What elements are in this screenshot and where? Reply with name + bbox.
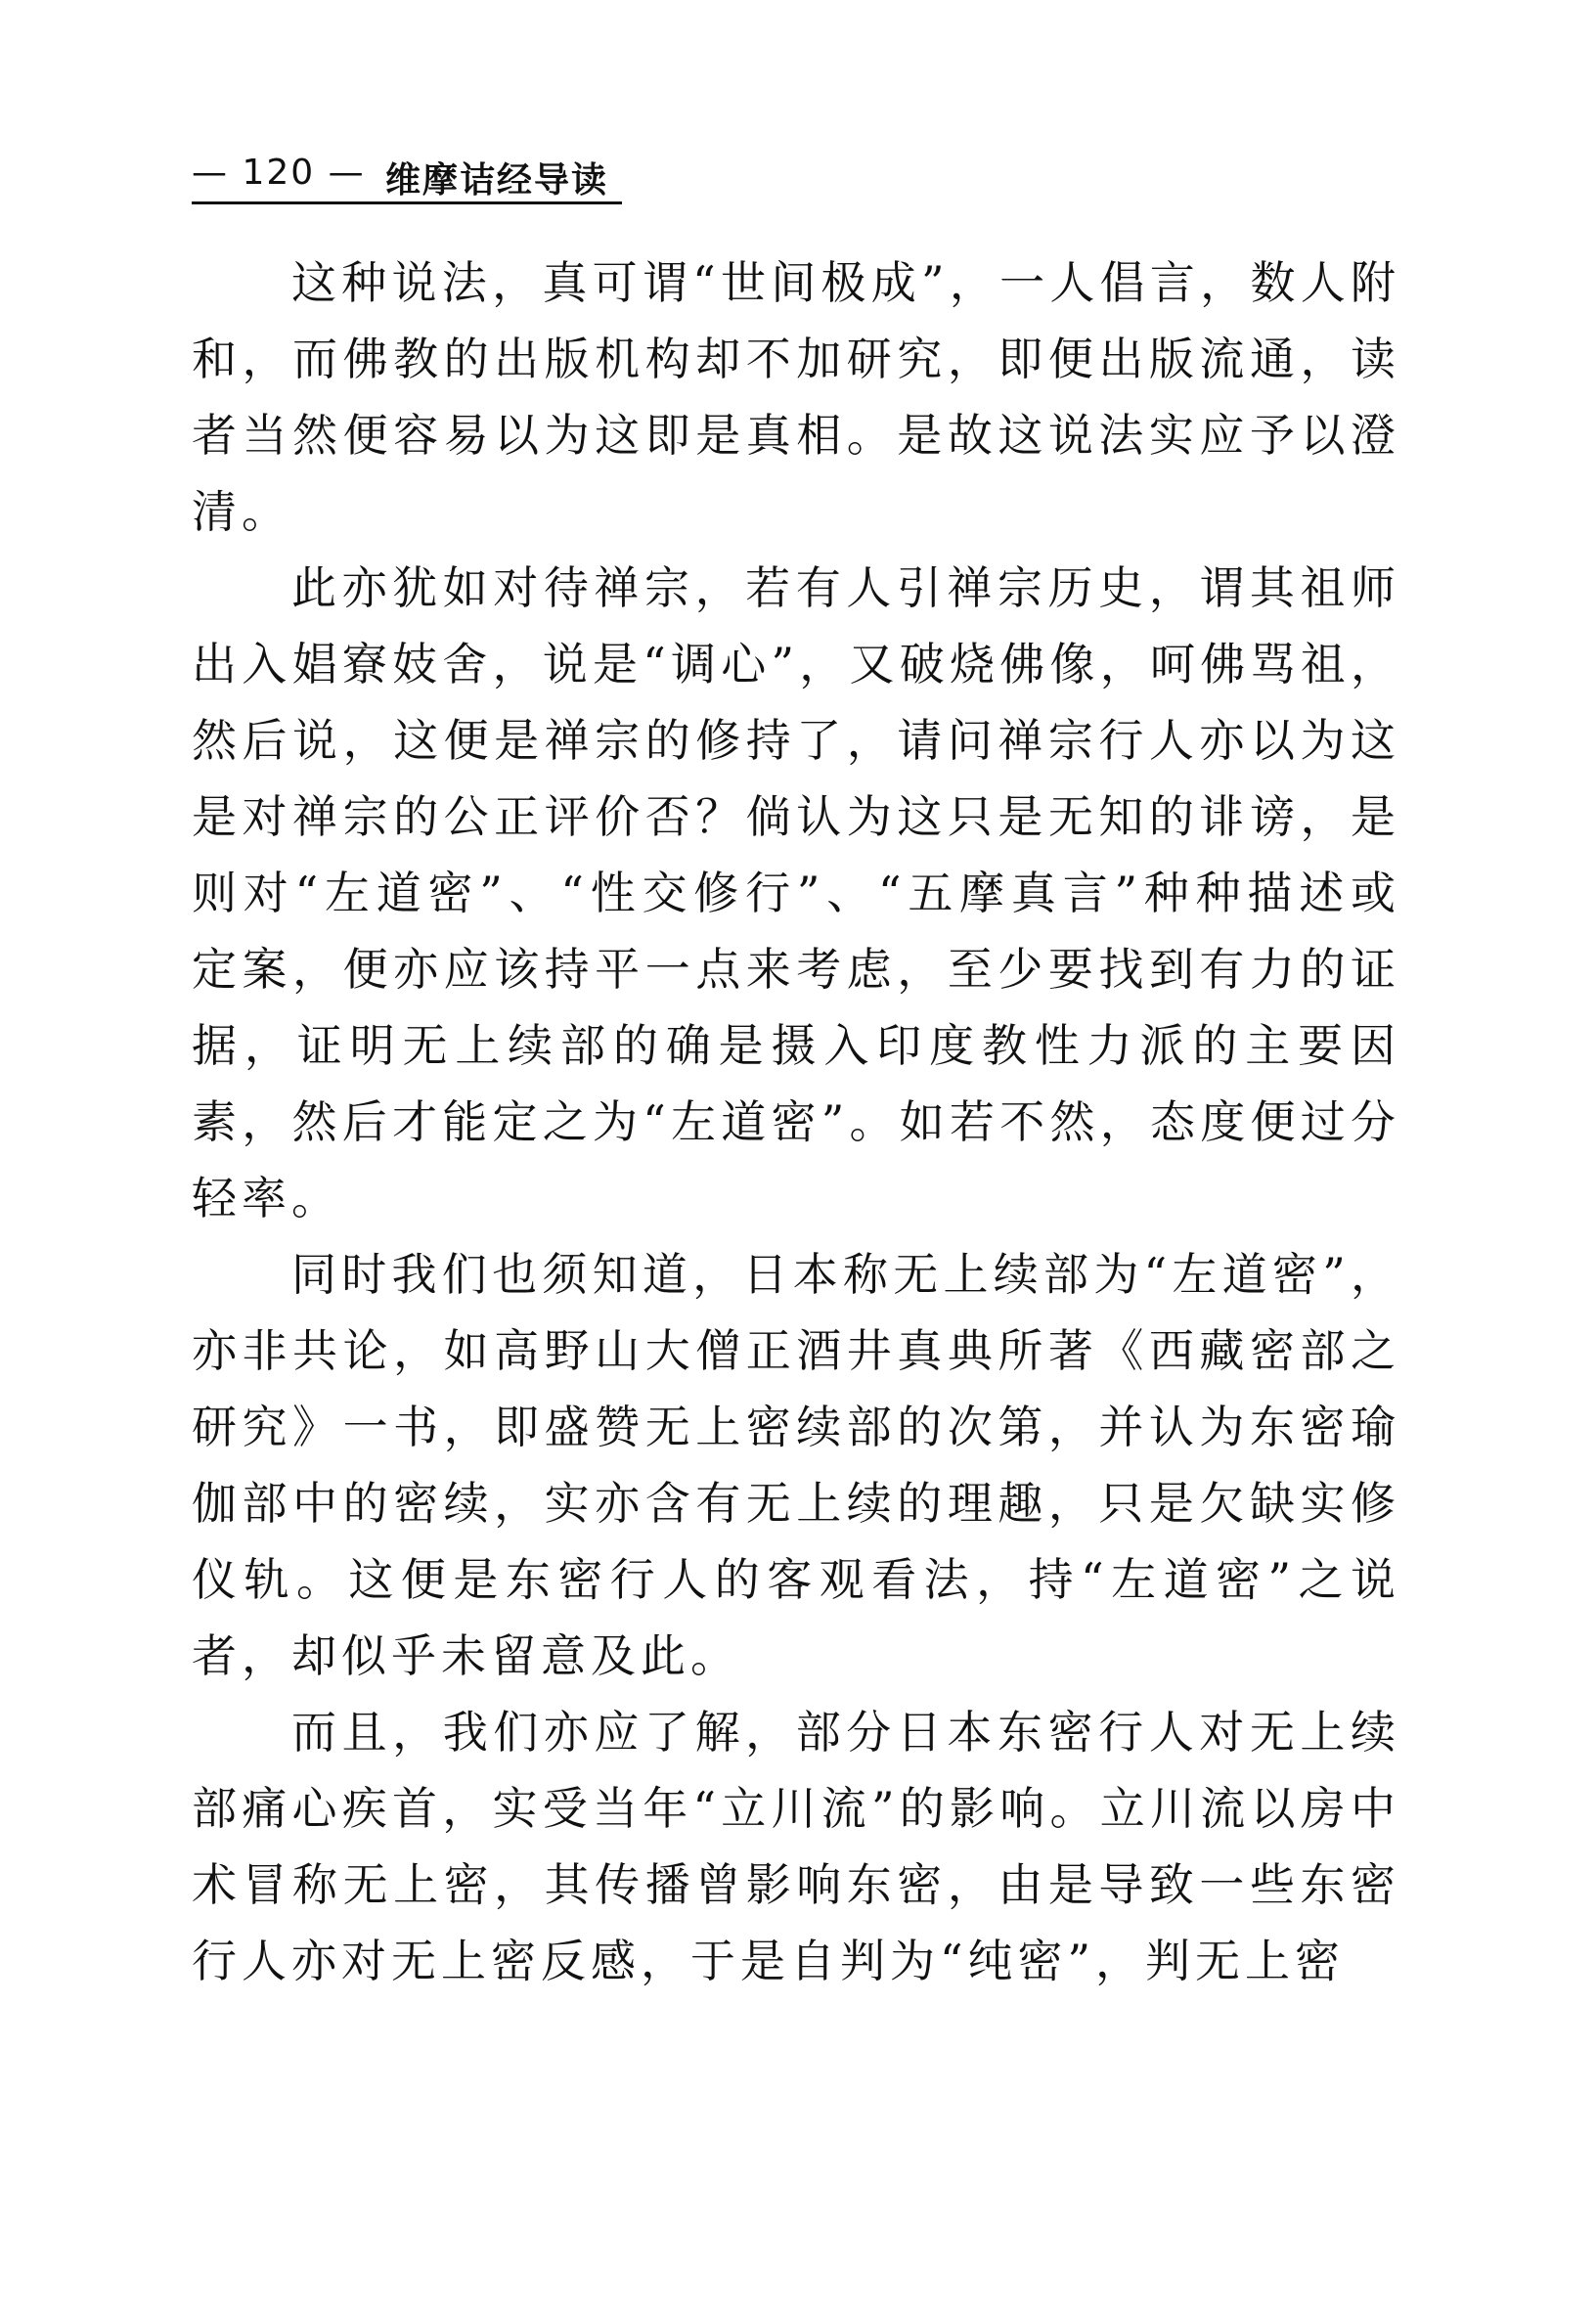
paragraph-3: 同时我们也须知道，日本称无上续部为“左道密”，亦非共论，如高野山大僧正酒井真典所著《西藏密部之研究》一书，即盛赞无上密续部的次第，并认为东密瑜伽部中的密续，实亦含有无上续的理趣，只是欠缺实修仪轨。这便是东密行人的客观看法，持“左道密”之说者，却似乎未留意及此。 (192, 1248, 1400, 1682)
paragraph-4: 而且，我们亦应了解，部分日本东密行人对无上续部痛心疾首，实受当年“立川流”的影响。立川流以房中术冒称无上密，其传播曾影响东密，由是导致一些东密行人亦对无上密反感，于是自判为“纯密”，判无上密 (192, 1706, 1400, 1987)
paragraph-2: 此亦犹如对待禅宗，若有人引禅宗历史，谓其祖师出入娼寮妓舍，说是“调心”，又破烧佛像，呵佛骂祖，然后说，这便是禅宗的修持了，请问禅宗行人亦以为这是对禅宗的公正评价否？倘认为这只是无知的诽谤，是则对“左道密”、“性交修行”、“五摩真言”种种描述或定案，便亦应该持平一点来考虑，至少要找到有力的证据，证明无上续部的确是摄入印度教性力派的主要因素，然后才能定之为“左道密”。如若不然，态度便过分轻率。 (192, 561, 1400, 1225)
paragraph-1: 这种说法，真可谓“世间极成”，一人倡言，数人附和，而佛教的出版机构却不加研究，即便出版流通，读者当然便容易以为这即是真相。是故这说法实应予以澄清。 (192, 256, 1400, 538)
header-rule (192, 201, 622, 204)
body-text (192, 245, 1400, 1999)
book-title: 维摩诘经导读 (385, 160, 609, 200)
running-head (192, 145, 622, 203)
page-number: — 120 — (192, 153, 366, 193)
